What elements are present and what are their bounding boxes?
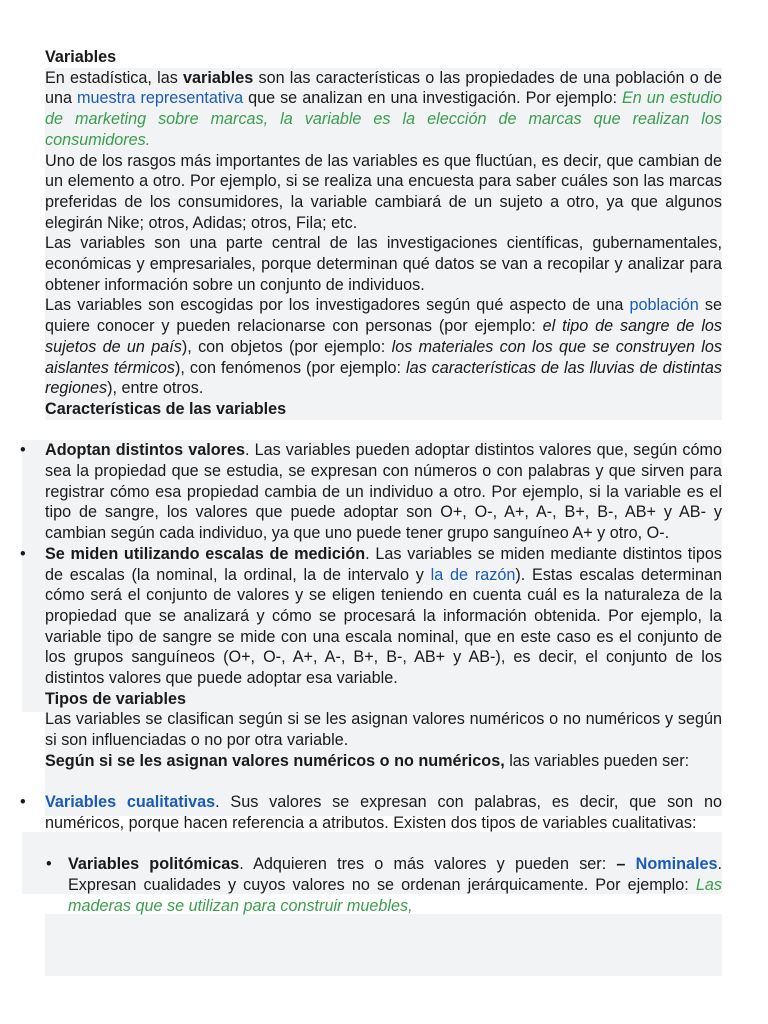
list-item: • Variables cualitativas. Sus valores se expresan con palabras, es decir, que son no numéricos, porque hacen referencia a atributos. Existen dos tipos de variables cualitativas: <box>20 793 722 832</box>
example-maderas: Las maderas que se utilizan para construir muebles, <box>68 876 722 915</box>
shade-block-5 <box>45 914 722 976</box>
link-muestra-representativa[interactable]: muestra representativa <box>77 89 244 108</box>
heading-tipos: Tipos de variables <box>45 689 186 708</box>
paragraph-parte-central: Las variables son una parte central de las investigaciones científicas, gubernamentales, económicas y empresariales, porque determinan qué datos se van a recopilar y analizar para obtener información sobre un conjunto de individuos. <box>45 234 722 294</box>
heading-variables: Variables <box>45 48 117 66</box>
bullet-icon: • <box>20 544 26 563</box>
list-item: • Adoptan distintos valores. Las variables pueden adoptar distintos valores que, según cómo sea la propiedad que se estudia, se expresan con números o con palabras y que sirven para registrar cómo esa propiedad cambia de un individuo a otro. Por ejemplo, si la variable es el tipo de sangre, los valores que puede adoptar son O+, O-, A+, A-, B+, B-, AB+ y AB- y cambian según cada individuo, ya que uno puede tener grupo sanguíneo A+ y otro, O-. <box>20 441 722 543</box>
link-nominales[interactable]: Nominales <box>635 855 718 874</box>
cualitativas-sublist <box>46 854 722 916</box>
link-poblacion[interactable]: población <box>629 296 699 315</box>
caracteristicas-list <box>20 440 723 688</box>
example-marketing: En un estudio de marketing sobre marcas, la variable es la elección de marcas que realizan los consumidores. <box>45 89 722 149</box>
paragraph-escogidas: Las variables son escogidas por los investigadores según qué aspecto de una población se quiere conocer y pueden relacionarse con personas (por ejemplo: el tipo de sangre de los sujetos de un país), con objetos (por ejemplo: los materiales con los que se construyen los aislantes térmicos), con fenómenos (por ejemplo: las características de las lluvias de distintas regiones), entre otros. <box>45 296 723 398</box>
paragraph-segun-valores: Según si se les asignan valores numéricos o no numéricos, las variables pueden ser: <box>45 751 690 770</box>
bullet-icon: • <box>20 793 26 812</box>
tipos-list <box>20 792 722 833</box>
document-body <box>20 47 723 916</box>
link-variables-cualitativas[interactable]: Variables cualitativas <box>45 793 216 812</box>
paragraph-fluctuan: Uno de los rasgos más importantes de las variables es que fluctúan, es decir, que cambian de un elemento a otro. Por ejemplo, si se realiza una encuesta para saber cuáles son las marcas preferidas de los consumidores, la variable cambiará de un sujeto a otro, ya que algunos elegirán Nike; otros, Adidas; otros, Fila; etc. <box>45 151 722 232</box>
list-item: • Se miden utilizando escalas de medición. Las variables se miden mediante distintos tipos de escalas (la nominal, la ordinal, la de intervalo y la de razón). Estas escalas determinan cómo será el conjunto de valores y se eligen teniendo en cuenta cuál es la naturaleza de la propiedad que se analizará y cómo se procesará la información obtenida. Por ejemplo, la variable tipo de sangre se mide con una escala nominal, que en este caso es el conjunto de los grupos sanguíneos (O+, O-, A+, A-, B+, B-, AB+ y AB-), es decir, el conjunto de los distintos valores que puede adoptar esa variable. <box>20 544 723 688</box>
heading-caracteristicas: Características de las variables <box>45 399 287 418</box>
bullet-icon: • <box>46 855 52 874</box>
bullet-icon: • <box>20 441 26 460</box>
list-item: • Variables politómicas. Adquieren tres o más valores y pueden ser: – Nominales. Expresan cualidades y cuyos valores no se ordenan jerárquicamente. Por ejemplo: Las maderas que se utilizan para construir muebles, <box>46 855 722 915</box>
term-variables: variables <box>183 68 254 87</box>
paragraph-clasifican: Las variables se clasifican según si se les asignan valores numéricos o no numéricos y según si son influenciadas o no por otra variable. <box>45 710 722 750</box>
paragraph-definition: En estadística, las variables son las características o las propiedades de una población o de una muestra representativa que se analizan en una investigación. Por ejemplo: En un estudio de marketing sobre marcas, la variable es la elección de marcas que realizan los consumidores. <box>45 68 722 149</box>
link-la-de-razon[interactable]: la de razón <box>430 565 516 584</box>
